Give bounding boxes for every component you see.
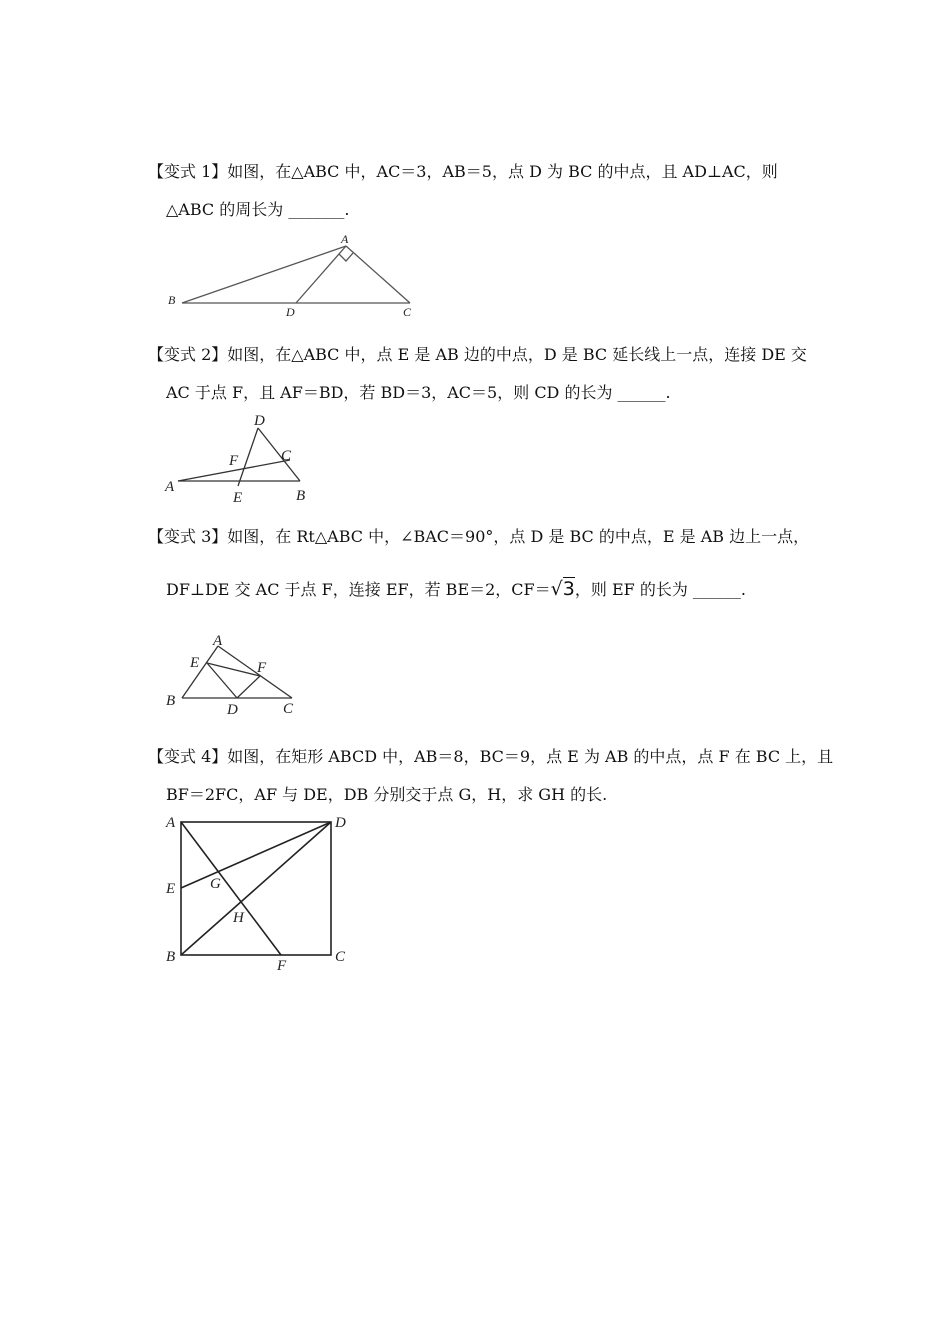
problem-4-line-1: 【变式 4】如图，在矩形 ABCD 中，AB＝8，BC＝9，点 E 为 AB 的中点，点 F 在 BC 上，且 — [148, 747, 834, 766]
problem-1-line-1: 【变式 1】如图，在△ABC 中，AC＝3，AB＝5，点 D 为 BC 的中点，且 AD⊥AC，则 — [148, 162, 778, 181]
problem-4-line-2: BF＝2FC，AF 与 DE，DB 分别交于点 G，H，求 GH 的长. — [166, 785, 608, 804]
segment-ab — [182, 646, 218, 698]
label-a: A — [213, 633, 223, 649]
label-b: B — [296, 488, 306, 504]
label-a: A — [341, 232, 349, 246]
problem-4-figure — [160, 808, 360, 978]
problem-1-line-2: △ABC 的周长为 _______. — [166, 200, 350, 219]
sqrt-sign-icon: √ — [550, 578, 563, 600]
label-c: C — [335, 949, 346, 965]
label-c: C — [283, 701, 294, 717]
label-b: B — [168, 293, 176, 307]
label-c: C — [403, 305, 412, 319]
label-f: F — [277, 958, 287, 974]
problem-3-line-1: 【变式 3】如图，在 Rt△ABC 中，∠BAC＝90°，点 D 是 BC 的中点，E 是 AB 边上一点， — [148, 527, 810, 546]
label-d: D — [335, 815, 346, 831]
segment-de — [238, 428, 258, 486]
label-h: H — [233, 910, 244, 926]
label-d: D — [286, 305, 295, 319]
segment-af — [181, 822, 281, 955]
problem-2-line-2: AC 于点 F，且 AF＝BD，若 BD＝3，AC＝5，则 CD 的长为 ______. — [166, 383, 671, 402]
label-f: F — [257, 660, 267, 676]
label-e: E — [233, 490, 243, 506]
label-c: C — [281, 448, 292, 464]
label-a: A — [166, 815, 176, 831]
problem-2-line-1: 【变式 2】如图，在△ABC 中，点 E 是 AB 边的中点，D 是 BC 延长线上一点，连接 DE 交 — [148, 345, 807, 364]
label-d: D — [227, 702, 238, 718]
segment-ac — [218, 646, 292, 698]
label-b: B — [166, 949, 176, 965]
problem-2-figure — [160, 408, 330, 508]
label-e: E — [190, 655, 200, 671]
problem-1-figure — [160, 228, 430, 323]
right-angle-mark — [339, 253, 353, 261]
segment-df — [237, 676, 260, 698]
label-d: D — [254, 413, 265, 429]
segment-db — [181, 822, 331, 955]
label-f: F — [229, 453, 239, 469]
label-e: E — [166, 881, 176, 897]
label-a: A — [165, 479, 175, 495]
problem-3-figure — [160, 628, 310, 723]
problem-3-line-2-text-end: ，则 EF 的长为 ______. — [574, 580, 746, 599]
sqrt-expression — [551, 579, 575, 599]
segment-ac — [346, 246, 410, 303]
segment-de — [207, 663, 237, 698]
label-g: G — [210, 876, 221, 892]
problem-3-line-2 — [166, 579, 746, 600]
segment-bd — [258, 428, 300, 481]
label-b: B — [166, 693, 176, 709]
problem-3-line-2-text: DF⊥DE 交 AC 于点 F，连接 EF，若 BE＝2，CF＝ — [166, 580, 551, 599]
segment-de — [181, 822, 331, 888]
sqrt-radicand: 3 — [562, 578, 575, 600]
